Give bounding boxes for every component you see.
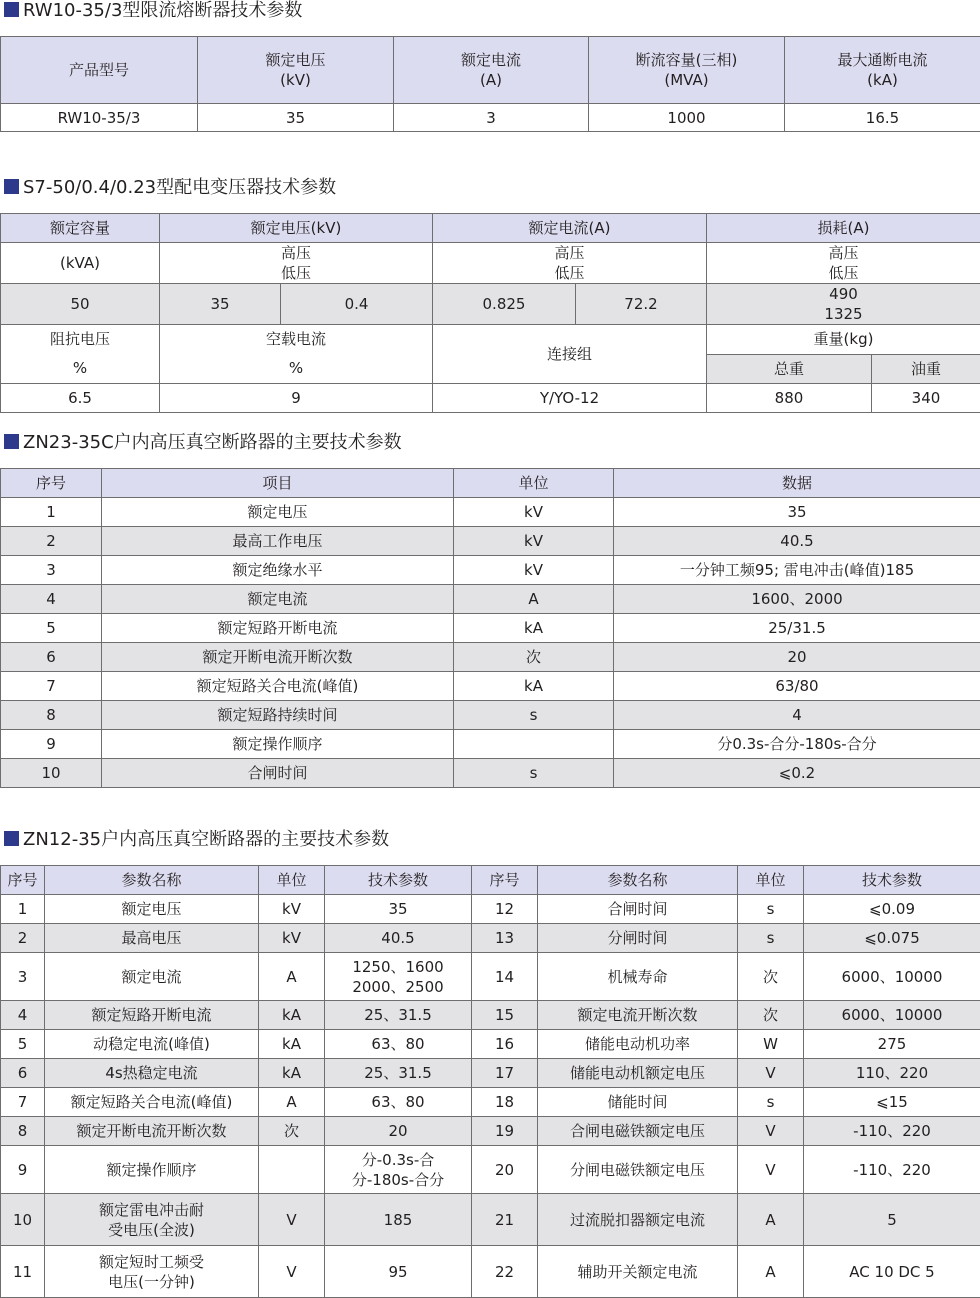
cell: 0.4 [281,284,433,325]
cell: 最高工作电压 [102,527,454,556]
cell: W [738,1030,804,1059]
cell: 次 [738,1001,804,1030]
header-cell: 最大通断电流 (kA) [785,37,980,104]
cell: 20 [325,1117,472,1146]
square-bullet-icon [4,2,19,17]
table-row [1,1117,980,1146]
header-cell: 断流容量(三相) (MVA) [589,37,785,104]
cell: 2 [1,924,45,953]
table-row [1,643,980,672]
square-bullet-icon [4,434,19,449]
cell: 17 [472,1059,538,1088]
cell: 分0.3s-合分-180s-合分 [614,730,980,759]
cell: 7 [1,1088,45,1117]
cell: -110、220 [804,1117,980,1146]
cell: kV [454,498,614,527]
table-row [1,672,980,701]
section-title-rw10: RW10-35/3型限流熔断器技术参数 [0,0,302,22]
table-header-row [1,866,980,895]
table-row [1,104,980,132]
cell: 次 [259,1117,325,1146]
cell: 10 [1,759,102,788]
header-cell: 额定电流 (A) [394,37,589,104]
cell: V [738,1059,804,1088]
cell: 6 [1,1059,45,1088]
cell: 1 [1,895,45,924]
table-row [1,953,980,1001]
table-header-row [1,214,980,243]
cell: 40.5 [325,924,472,953]
cell: 8 [1,1117,45,1146]
cell: 过流脱扣器额定电流 [538,1194,738,1246]
header-cell: 额定电压(kV) [160,214,433,243]
cell: 额定开断电流开断次数 [102,643,454,672]
cell: kV [259,924,325,953]
cell: 额定电流 [102,585,454,614]
header-cell: 单位 [454,469,614,498]
cell: 63、80 [325,1030,472,1059]
cell: 额定电流 [45,953,259,1001]
section-title-s7: S7-50/0.4/0.23型配电变压器技术参数 [0,177,336,199]
cell: 分闸电磁铁额定电压 [538,1146,738,1194]
fuse-spec-table [0,36,980,132]
cell: 额定电压 [45,895,259,924]
cell: s [738,924,804,953]
cell: 5 [804,1194,980,1246]
table-row [1,924,980,953]
table-row [1,1001,980,1030]
cell: s [738,1088,804,1117]
cell: 高压低压 [707,243,980,284]
cell: 63、80 [325,1088,472,1117]
header-cell: 损耗(A) [707,214,980,243]
cell: kA [259,1030,325,1059]
cell: 额定短时工频受 电压(一分钟) [45,1246,259,1298]
transformer-spec-table [0,213,980,413]
table-row [1,895,980,924]
cell: 0.825 [433,284,576,325]
cell: 合闸时间 [538,895,738,924]
cell: 分闸时间 [538,924,738,953]
cell: 95 [325,1246,472,1298]
cell: kA [259,1001,325,1030]
cell: 1600、2000 [614,585,980,614]
cell: 9 [160,384,433,413]
cell: 5 [1,614,102,643]
table-row [1,384,980,413]
cell: 20 [614,643,980,672]
table-row [1,1146,980,1194]
cell: 阻抗电压 % [1,325,160,384]
table-row [1,284,980,325]
cell: 13 [472,924,538,953]
cell: V [259,1194,325,1246]
cell: 额定电流开断次数 [538,1001,738,1030]
cell: V [259,1246,325,1298]
cell: ⩽0.09 [804,895,980,924]
cell: 储能电动机额定电压 [538,1059,738,1088]
cell: 额定绝缘水平 [102,556,454,585]
cell: 9 [1,1146,45,1194]
header-cell: 额定电压 (kV) [198,37,394,104]
cell: 分-0.3s-合 分-180s-合分 [325,1146,472,1194]
cell: 35 [198,104,394,132]
cell: Y/YO-12 [433,384,707,413]
cell: 额定短路开断电流 [45,1001,259,1030]
cell: 18 [472,1088,538,1117]
cell: 连接组 [433,325,707,384]
header-cell: 产品型号 [1,37,198,104]
cell: 额定短路关合电流(峰值) [102,672,454,701]
cell: 15 [472,1001,538,1030]
table-row [1,1059,980,1088]
cell: 次 [454,643,614,672]
cell: s [454,759,614,788]
cell: 10 [1,1194,45,1246]
cell: 储能电动机功率 [538,1030,738,1059]
cell: 高压低压 [160,243,433,284]
section-title-zn23: ZN23-35C户内高压真空断路器的主要技术参数 [0,432,402,454]
cell: kV [454,556,614,585]
cell: 1250、1600 2000、2500 [325,953,472,1001]
table-row [1,527,980,556]
cell: 总重 [707,354,872,384]
cell: -110、220 [804,1146,980,1194]
cell: 6.5 [1,384,160,413]
header-cell: 数据 [614,469,980,498]
cell: 1 [1,498,102,527]
zn23-spec-table [0,468,980,788]
cell [454,730,614,759]
header-cell: 额定容量 [1,214,160,243]
cell: 275 [804,1030,980,1059]
cell: 空载电流 % [160,325,433,384]
header-cell: 序号 [1,469,102,498]
cell: 次 [738,953,804,1001]
cell: 高压低压 [433,243,707,284]
cell: kV [259,895,325,924]
table-row [1,556,980,585]
cell: 6 [1,643,102,672]
cell: s [738,895,804,924]
cell: 3 [1,953,45,1001]
cell: A [259,953,325,1001]
table-row [1,1246,980,1298]
cell: 50 [1,284,160,325]
cell: 4 [1,1001,45,1030]
cell: 25、31.5 [325,1001,472,1030]
cell: 35 [614,498,980,527]
cell: 额定操作顺序 [45,1146,259,1194]
cell: 额定开断电流开断次数 [45,1117,259,1146]
square-bullet-icon [4,831,19,846]
cell: 2 [1,527,102,556]
cell [259,1146,325,1194]
cell: 5 [1,1030,45,1059]
cell: 储能时间 [538,1088,738,1117]
cell: 油重 [872,354,980,384]
cell: 40.5 [614,527,980,556]
cell: A [738,1246,804,1298]
cell: kA [259,1059,325,1088]
cell: 25/31.5 [614,614,980,643]
cell: 185 [325,1194,472,1246]
cell: 合闸电磁铁额定电压 [538,1117,738,1146]
cell: 动稳定电流(峰值) [45,1030,259,1059]
cell: 14 [472,953,538,1001]
header-cell: 参数名称 [538,866,738,895]
cell: ⩽15 [804,1088,980,1117]
cell: 4 [614,701,980,730]
cell: 7 [1,672,102,701]
table-row [1,1194,980,1246]
cell: 880 [707,384,872,413]
cell: A [738,1194,804,1246]
cell: V [738,1117,804,1146]
cell: 11 [1,1246,45,1298]
cell: 一分钟工频95; 雷电冲击(峰值)185 [614,556,980,585]
header-cell: 序号 [1,866,45,895]
cell: 19 [472,1117,538,1146]
cell: kA [454,672,614,701]
table-row [1,759,980,788]
cell: kV [454,527,614,556]
cell: 额定短路持续时间 [102,701,454,730]
header-cell: 项目 [102,469,454,498]
cell: 4 [1,585,102,614]
cell: 额定操作顺序 [102,730,454,759]
table-row [1,498,980,527]
table-row [1,701,980,730]
cell: 25、31.5 [325,1059,472,1088]
header-cell: 技术参数 [804,866,980,895]
cell: 额定短路开断电流 [102,614,454,643]
cell: ⩽0.2 [614,759,980,788]
cell: 16 [472,1030,538,1059]
cell: s [454,701,614,730]
table-row [1,730,980,759]
cell: 额定电压 [102,498,454,527]
cell: 重量(kg) [707,325,980,355]
table-row [1,614,980,643]
cell: 3 [394,104,589,132]
cell: 72.2 [576,284,707,325]
table-row [1,585,980,614]
cell: 35 [160,284,281,325]
header-cell: 单位 [738,866,804,895]
cell: (kVA) [1,243,160,284]
cell: 额定雷电冲击耐 受电压(全波) [45,1194,259,1246]
cell: 22 [472,1246,538,1298]
table-row [1,325,980,355]
square-bullet-icon [4,179,19,194]
table-row [1,1030,980,1059]
table-header-row [1,37,980,104]
cell: 4s热稳定电流 [45,1059,259,1088]
cell: 6000、10000 [804,1001,980,1030]
cell: 额定短路关合电流(峰值) [45,1088,259,1117]
cell: ⩽0.075 [804,924,980,953]
cell: 合闸时间 [102,759,454,788]
cell: 3 [1,556,102,585]
cell: 机械寿命 [538,953,738,1001]
cell: 4901325 [707,284,980,325]
cell: AC 10 DC 5 [804,1246,980,1298]
cell: 12 [472,895,538,924]
cell: 8 [1,701,102,730]
cell: 6000、10000 [804,953,980,1001]
cell: 340 [872,384,980,413]
table-header-row [1,469,980,498]
table-row [1,1088,980,1117]
cell: 35 [325,895,472,924]
cell: V [738,1146,804,1194]
header-cell: 序号 [472,866,538,895]
section-title-zn12: ZN12-35户内高压真空断路器的主要技术参数 [0,829,389,851]
cell: RW10-35/3 [1,104,198,132]
cell: 63/80 [614,672,980,701]
cell: 辅助开关额定电流 [538,1246,738,1298]
header-cell: 单位 [259,866,325,895]
cell: 21 [472,1194,538,1246]
cell: A [259,1088,325,1117]
table-row [1,243,980,284]
cell: 110、220 [804,1059,980,1088]
header-cell: 参数名称 [45,866,259,895]
header-cell: 技术参数 [325,866,472,895]
cell: 1000 [589,104,785,132]
cell: 9 [1,730,102,759]
cell: 最高电压 [45,924,259,953]
zn12-spec-table [0,865,980,1298]
cell: 20 [472,1146,538,1194]
cell: A [454,585,614,614]
header-cell: 额定电流(A) [433,214,707,243]
cell: 16.5 [785,104,980,132]
cell: kA [454,614,614,643]
